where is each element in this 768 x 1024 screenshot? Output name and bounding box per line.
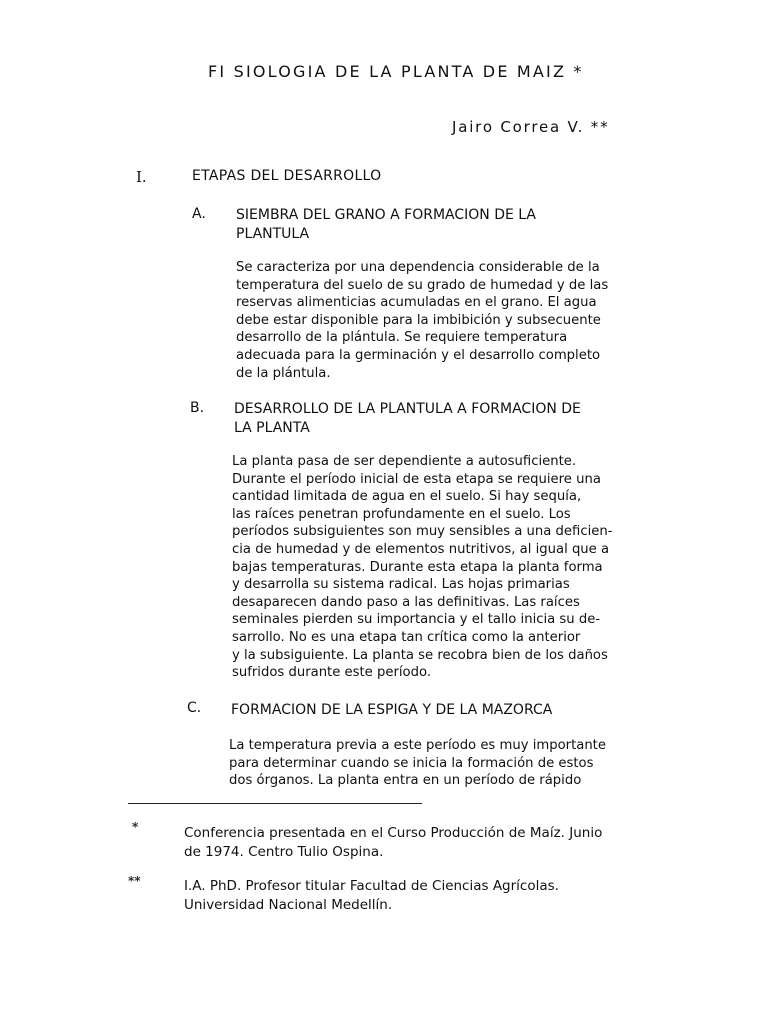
- subsection-a-title-line: PLANTULA: [236, 226, 310, 242]
- paragraph-line: cantidad limitada de agua en el suelo. Si hay sequía,: [232, 489, 582, 505]
- paragraph-line: sufridos durante este período.: [232, 665, 432, 681]
- paragraph-line: La temperatura previa a este período es muy importante: [229, 738, 606, 753]
- paragraph-line: debe estar disponible para la imbibición y subsecuente: [236, 312, 601, 328]
- paragraph-line: para determinar cuando se inicia la formación de estos: [229, 755, 594, 771]
- paragraph-line: reservas alimenticias acumuladas en el grano. El agua: [236, 295, 597, 311]
- paragraph-line: cia de humedad y de elementos nutritivos, al igual que a: [232, 541, 610, 557]
- subsection-c-letter: C.: [187, 700, 202, 716]
- paragraph-line: seminales pierden su importancia y el tallo inicia su de-: [232, 612, 601, 628]
- footnote-2-mark: **: [128, 874, 141, 888]
- subsection-c-title-line: FORMACION DE LA ESPIGA Y DE LA MAZORCA: [231, 702, 553, 718]
- footnote-1-text: [184, 824, 602, 862]
- paragraph-line: períodos subsiguientes son muy sensibles a una deficien-: [232, 524, 613, 540]
- subsection-a-title-line: SIEMBRA DEL GRANO A FORMACION DE LA: [236, 207, 536, 223]
- footnote-line: I.A. PhD. Profesor titular Facultad de Ciencias Agrícolas.: [184, 878, 559, 894]
- section-title: ETAPAS DEL DESARROLLO: [192, 168, 382, 184]
- paragraph-line: desaparecen dando paso a las definitivas. Las raíces: [232, 594, 580, 610]
- author-name: Jairo Correa V. **: [452, 118, 610, 136]
- paragraph-line: sarrollo. No es una etapa tan crítica como la anterior: [232, 629, 581, 645]
- subsection-b-title-line: LA PLANTA: [234, 420, 310, 436]
- paragraph-line: temperatura del suelo de su grado de humedad y de las: [236, 277, 609, 293]
- subsection-b-title-line: DESARROLLO DE LA PLANTULA A FORMACION DE: [234, 401, 581, 417]
- subsection-c-title: [231, 701, 661, 720]
- paragraph-line: desarrollo de la plántula. Se requiere temperatura: [236, 330, 568, 346]
- section-number: I.: [136, 168, 147, 186]
- subsection-b-title: [234, 400, 664, 438]
- subsection-a-letter: A.: [192, 206, 206, 222]
- subsection-a-paragraph: [236, 259, 676, 382]
- paragraph-line: Se caracteriza por una dependencia considerable de la: [236, 260, 600, 275]
- footnote-2-text: [184, 877, 559, 915]
- subsection-b-letter: B.: [190, 400, 205, 416]
- paragraph-line: las raíces penetran profundamente en el suelo. Los: [232, 506, 571, 522]
- paragraph-line: de la plántula.: [236, 365, 331, 381]
- footnote-line: Conferencia presentada en el Curso Producción de Maíz. Junio: [184, 825, 603, 841]
- footnote-line: de 1974. Centro Tulio Ospina.: [184, 844, 384, 860]
- footnote-1-mark: *: [132, 820, 139, 834]
- paragraph-line: y desarrolla su sistema radical. Las hojas primarias: [232, 577, 570, 593]
- paragraph-line: Durante el período inicial de esta etapa se requiere una: [232, 471, 601, 487]
- subsection-b-paragraph: [232, 453, 672, 682]
- subsection-c-paragraph: [229, 737, 669, 790]
- paragraph-line: y la subsiguiente. La planta se recobra bien de los daños: [232, 647, 608, 663]
- document-title: FI SIOLOGIA DE LA PLANTA DE MAIZ *: [208, 62, 584, 81]
- footnote-line: Universidad Nacional Medellín.: [184, 897, 393, 913]
- subsection-a-title: [236, 206, 666, 244]
- paragraph-line: bajas temperaturas. Durante esta etapa la planta forma: [232, 559, 603, 575]
- paragraph-line: dos órganos. La planta entra en un período de rápido: [229, 773, 582, 789]
- footnote-divider: [128, 803, 422, 804]
- paragraph-line: La planta pasa de ser dependiente a autosuficiente.: [232, 454, 577, 469]
- paragraph-line: adecuada para la germinación y el desarrollo completo: [236, 347, 601, 363]
